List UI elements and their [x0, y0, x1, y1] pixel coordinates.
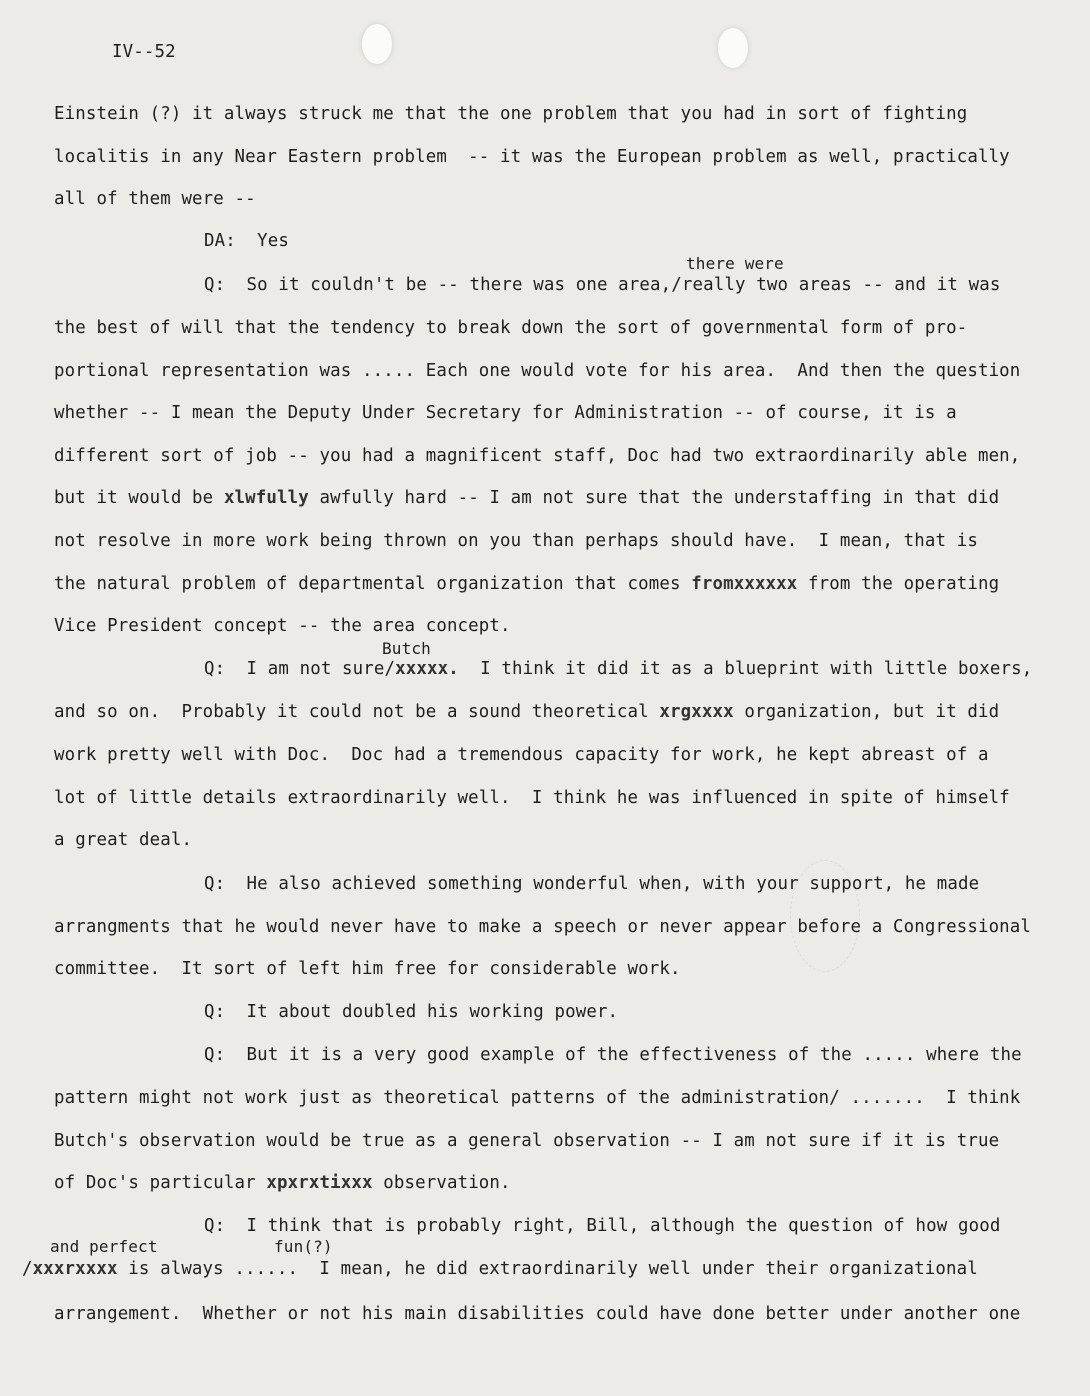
- text-line: of Doc's particular xpxrxtixxx observation.: [54, 1173, 511, 1193]
- text-line: /xxxrxxxx is always ...... I mean, he did extraordinarily well under their organizational: [22, 1259, 978, 1279]
- handwritten-insertion: fun(?): [274, 1237, 333, 1256]
- text-line: Q: It about doubled his working power.: [204, 1002, 619, 1022]
- text-line: Q: But it is a very good example of the effectiveness of the ..... where the: [204, 1045, 1022, 1065]
- text-line: Einstein (?) it always struck me that the one problem that you had in sort of fighting: [54, 104, 968, 124]
- text-line: committee. It sort of left him free for considerable work.: [54, 959, 681, 979]
- text-line: localitis in any Near Eastern problem -- it was the European problem as well, practically: [54, 147, 1010, 167]
- struck-out-word: xxxxx.: [395, 659, 459, 679]
- text-line: the best of will that the tendency to break down the sort of governmental form of pro-: [54, 318, 968, 338]
- struck-out-word: xrgxxxx: [659, 702, 734, 722]
- text-line: all of them were --: [54, 189, 256, 209]
- text-line: Q: I am not sure/xxxxx. I think it did it as a blueprint with little boxers,: [204, 659, 1033, 679]
- handwritten-insertion: Butch: [382, 639, 431, 658]
- text-line: portional representation was ..... Each one would vote for his area. And then the question: [54, 361, 1021, 381]
- punch-hole: [362, 24, 392, 64]
- text-line: Vice President concept -- the area concept.: [54, 616, 511, 636]
- text-line: DA: Yes: [204, 231, 289, 251]
- struck-out-word: xxxrxxxx: [32, 1259, 118, 1279]
- handwritten-insertion: and perfect: [50, 1237, 158, 1256]
- text-line: pattern might not work just as theoretical patterns of the administration/ ....... I think: [54, 1088, 1021, 1108]
- text-line: and so on. Probably it could not be a sound theoretical xrgxxxx organization, but it did: [54, 702, 1000, 722]
- text-line: but it would be xlwfully awfully hard -- I am not sure that the understaffing in that did: [54, 488, 1000, 508]
- text-line: a great deal.: [54, 830, 193, 850]
- punch-hole: [718, 28, 748, 68]
- text-line: Q: He also achieved something wonderful when, with your support, he made: [204, 874, 980, 894]
- text-line: work pretty well with Doc. Doc had a tremendous capacity for work, he kept abreast of a: [54, 745, 989, 765]
- text-line: whether -- I mean the Deputy Under Secretary for Administration -- of course, it is a: [54, 403, 957, 423]
- struck-out-word: xlwfully: [223, 488, 309, 508]
- page-number: IV--52: [112, 42, 176, 62]
- handwritten-insertion: there were: [686, 254, 784, 273]
- text-line: the natural problem of departmental organization that comes fromxxxxxx from the operating: [54, 574, 1000, 594]
- text-line: arrangments that he would never have to make a speech or never appear before a Congressional: [54, 917, 1032, 937]
- text-line: different sort of job -- you had a magnificent staff, Doc had two extraordinarily able men,: [54, 446, 1021, 466]
- text-line: Butch's observation would be true as a general observation -- I am not sure if it is true: [54, 1131, 1000, 1151]
- text-line: lot of little details extraordinarily well. I think he was influenced in spite of himself: [54, 788, 1010, 808]
- text-line: not resolve in more work being thrown on you than perhaps should have. I mean, that is: [54, 531, 978, 551]
- text-line: arrangement. Whether or not his main disabilities could have done better under another one: [54, 1304, 1021, 1324]
- struck-out-word: xpxrxtixxx: [266, 1173, 373, 1193]
- struck-out-word: fromxxxxxx: [691, 574, 798, 594]
- text-line: Q: I think that is probably right, Bill, although the question of how good: [204, 1216, 1001, 1236]
- text-line: Q: So it couldn't be -- there was one area,/really two areas -- and it was: [204, 275, 1001, 295]
